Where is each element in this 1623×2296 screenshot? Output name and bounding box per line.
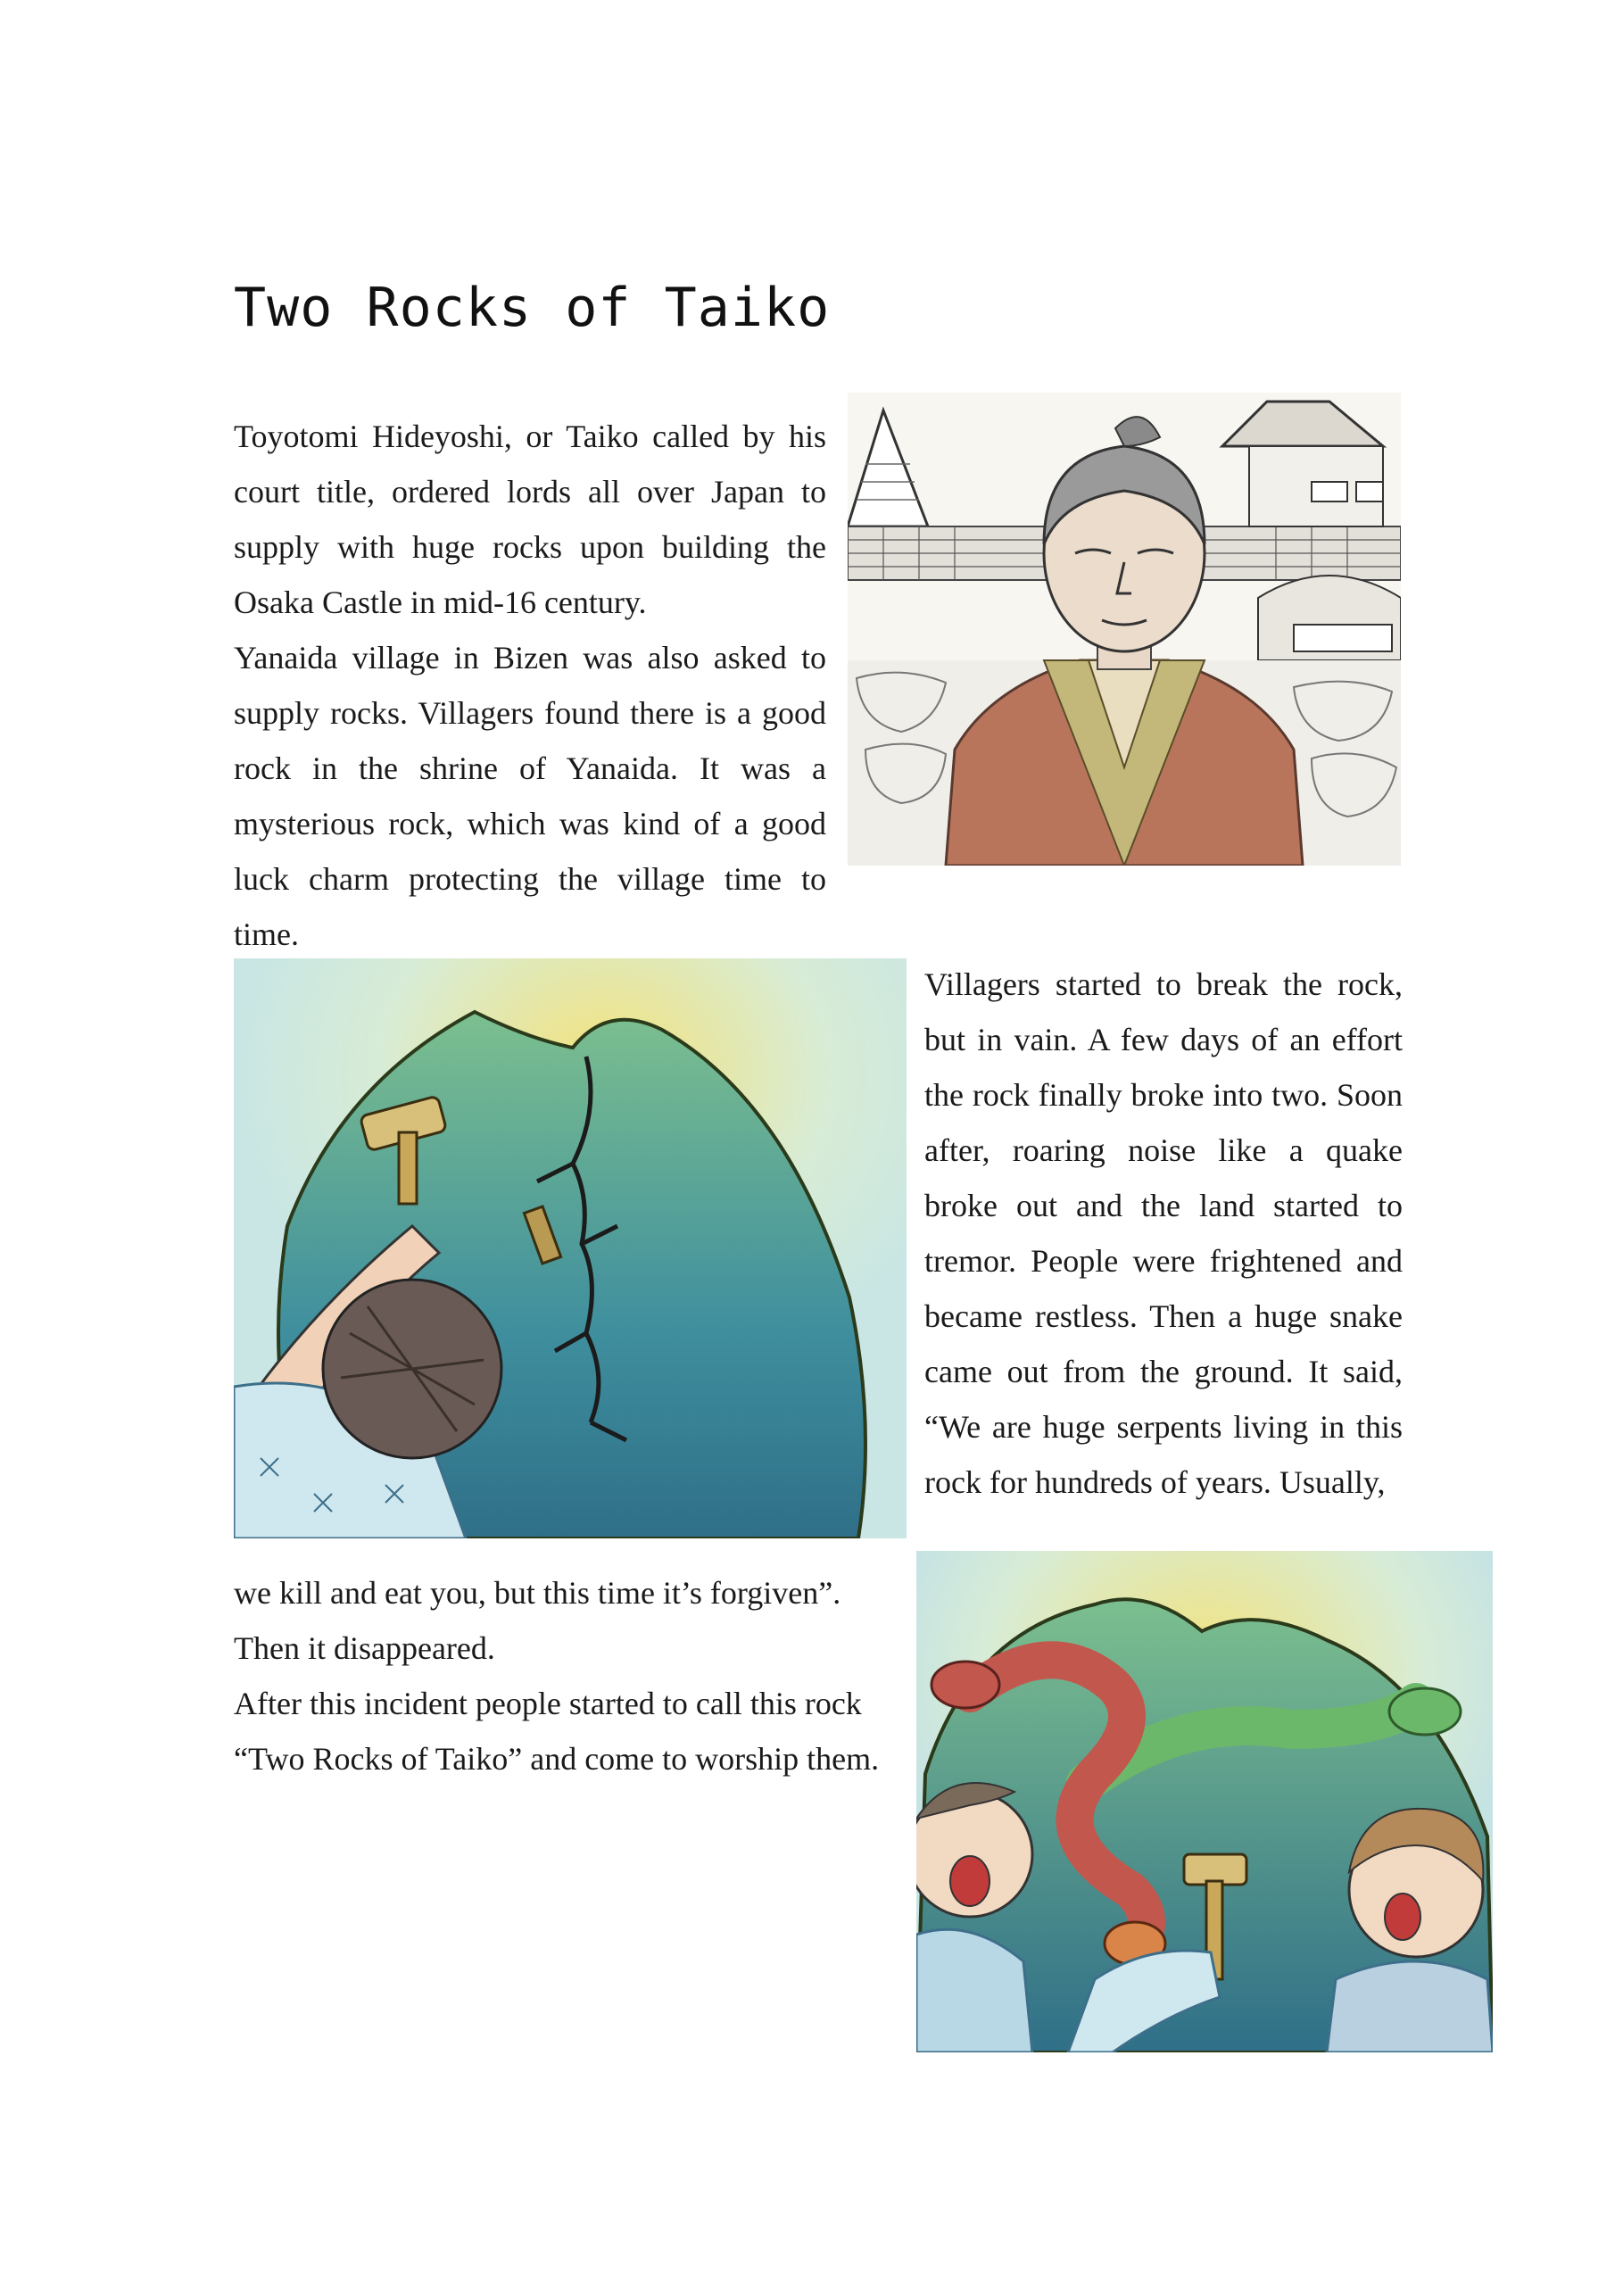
ending-paragraph bbox=[234, 1565, 896, 1786]
ending-text-2: Then it disappeared. bbox=[234, 1630, 495, 1666]
ending-text-1: we kill and eat you, but this time it’s forgiven”. bbox=[234, 1575, 841, 1611]
page-title: Two Rocks of Taiko bbox=[234, 277, 831, 339]
intro-paragraph bbox=[234, 409, 826, 962]
taiko-portrait-illustration bbox=[848, 393, 1401, 866]
intro-text-2: Yanaida village in Bizen was also asked to supply rocks. Villagers found there is a good rock in the shrine of Yanaida. It was a mysterious rock, which was kind of a good luck charm protecting the village time to time. bbox=[234, 640, 826, 952]
serpents-illustration bbox=[916, 1551, 1493, 2052]
ending-text-3: After this incident people started to call this rock bbox=[234, 1686, 862, 1721]
intro-text-1: Toyotomi Hideyoshi, or Taiko called by his court title, ordered lords all over Japan to supply with huge rocks upon building the Osaka Castle in mid-16 century. bbox=[234, 419, 826, 620]
story-paragraph: Villagers started to break the rock, but in vain. A few days of an effort the rock finally broke into two. Soon after, roaring noise like a quake broke out and the land started to tremor. People were frightened and became restless. Then a huge snake came out from the ground. It said, “We are huge serpents living in this rock for hundreds of years. Usually, bbox=[924, 966, 1403, 1500]
breaking-rock-illustration bbox=[234, 958, 907, 1538]
ending-text-4: “Two Rocks of Taiko” and come to worship them. bbox=[234, 1741, 880, 1777]
